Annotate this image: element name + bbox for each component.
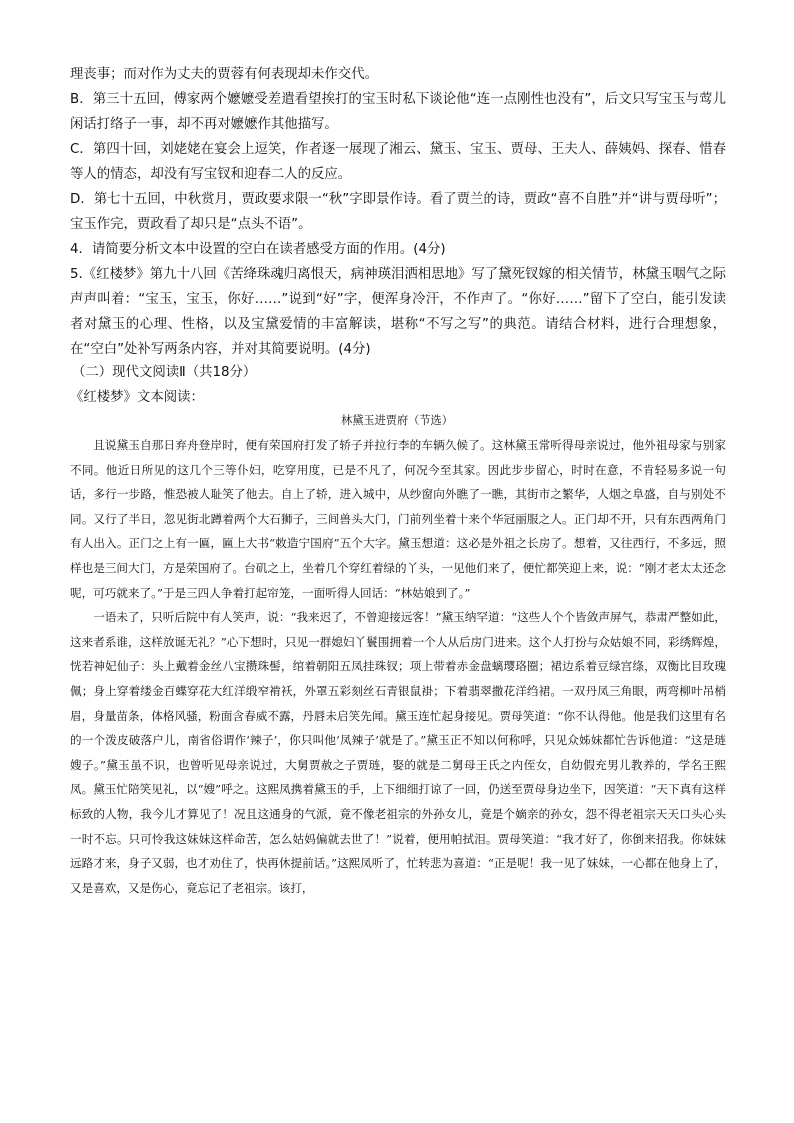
passage-paragraph-1: 且说黛玉自那日弃舟登岸时，便有荣国府打发了轿子并拉行李的车辆久候了。这林黛玉常听得母亲说过，他外祖母家与别家不同。他近日所见的这几个三等仆妇，吃穿用度，已是不凡了，何况今至其家。因此步步留心，时时在意，不肯轻易多说一句话，多行一步路，惟恐被人耻笑了他去。自上了轿，进入城中，从纱窗向外瞧了一瞧，其街市之繁华，人烟之阜盛，自与别处不同。又行了半日，忽见街北蹲着两个大石狮子，三间兽头大门，门前列坐着十来个华冠丽服之人。正门却不开，只有东西两角门有人出入。正门之上有一匾，匾上大书“敕造宁国府”五个大字。黛玉想道：这必是外祖之长房了。想着，又往西行，不多远，照样也是三间大门，方是荣国府了。台矶之上，坐着几个穿红着绿的丫头，一见他们来了，便忙都笑迎上来，说：“刚才老太太还念呢，可巧就来了。”于是三四人争着打起帘笼，一面听得人回话：“林姑娘到了。” <box>70 438 726 600</box>
question-block <box>70 62 726 362</box>
question-5: 5.《红楼梦》第九十八回《苦绛珠魂归离恨天，病神瑛泪洒相思地》写了黛死钗嫁的相关情节，林黛玉咽气之际声声叫着：“宝玉，宝玉，你好……”说到“好”字，便浑身冷汗，不作声了。“你好……”留下了空白，能引发读者对黛玉的心理、性格，以及宝黛爱情的丰富解读，堪称“不写之写”的典范。请结合材料，进行合理想象，在“空白”处补写两条内容，并对其简要说明。(4分) <box>70 267 726 357</box>
question-4: 4．请简要分析文本中设置的空白在读者感受方面的作用。(4分) <box>70 242 446 257</box>
option-d: D．第七十五回，中秋赏月，贾政要求限一“秋”字即景作诗。看了贾兰的诗，贾政“喜不自胜”并“讲与贾母听”；宝玉作完，贾政看了却只是“点头不语”。 <box>70 192 726 232</box>
passage-paragraph-2: 一语未了，只听后院中有人笑声，说：“我来迟了，不曾迎接远客！”黛玉纳罕道：“这些人个个皆敛声屏气，恭肃严整如此，这来者系谁，这样放诞无礼？”心下想时，只见一群媳妇丫鬟围拥着一个人从后房门进来。这个人打扮与众姑娘不同，彩绣辉煌，恍若神妃仙子：头上戴着金丝八宝攒珠髻，绾着朝阳五凤挂珠钗；项上带着赤金盘螭璎珞圈；裙边系着豆绿宫绦，双衡比目玫瑰佩；身上穿着缕金百蝶穿花大红洋缎窄褃袄，外罩五彩刻丝石青银鼠褂；下着翡翠撒花洋绉裙。一双丹凤三角眼，两弯柳叶吊梢眉，身量苗条，体格风骚，粉面含春威不露，丹唇未启笑先闻。黛玉连忙起身接见。贾母笑道：“你不认得他。他是我们这里有名的一个泼皮破落户儿，南省俗谓作‘辣子’，你只叫他‘凤辣子’就是了。”黛玉正不知以何称呼，只见众姊妹都忙告诉他道：“这是琏嫂子。”黛玉虽不识，也曾听见母亲说过，大舅贾赦之子贾琏，娶的就是二舅母王氏之内侄女，自幼假充男儿教养的，学名王熙凤。黛玉忙陪笑见礼，以“嫂”呼之。这熙凤携着黛玉的手，上下细细打谅了一回，仍送至贾母身边坐下，因笑道：“天下真有这样标致的人物，我今儿才算见了！况且这通身的气派，竟不像老祖宗的外孙女儿，竟是个嫡亲的孙女，怨不得老祖宗天天口头心头一时不忘。只可怜我这妹妹这样命苦，怎么姑妈偏就去世了！”说着，便用帕拭泪。贾母笑道：“我才好了，你倒来招我。你妹妹远路才来，身子又弱，也才劝住了，快再休提前话。”这熙凤听了，忙转悲为喜道：“正是呢！我一见了妹妹，一心都在他身上了，又是喜欢，又是伤心，竟忘记了老祖宗。该打， <box>70 610 726 895</box>
section-heading: （二）现代文阅读Ⅱ（共18分） <box>72 365 257 380</box>
option-b: B．第三十五回，傅家两个嬷嬷受差遣看望挨打的宝玉时私下谈论他“连一点刚性也没有”，后文只写宝玉与莺儿闲话打络子一事，却不再对嬷嬷作其他描写。 <box>70 92 726 132</box>
passage-title: 林黛玉进贾府（节选） <box>341 414 453 427</box>
passage-body <box>70 433 726 900</box>
option-c: C．第四十回，刘姥姥在宴会上逗笑，作者逐一展现了湘云、黛玉、宝玉、贾母、王夫人、薛姨妈、探春、惜春等人的情态，却没有写宝钗和迎春二人的反应。 <box>70 142 726 182</box>
section-intro: 《红楼梦》文本阅读： <box>70 390 204 405</box>
question-3-tail: 理丧事；而对作为丈夫的贾蓉有何表现却未作交代。 <box>70 67 378 82</box>
